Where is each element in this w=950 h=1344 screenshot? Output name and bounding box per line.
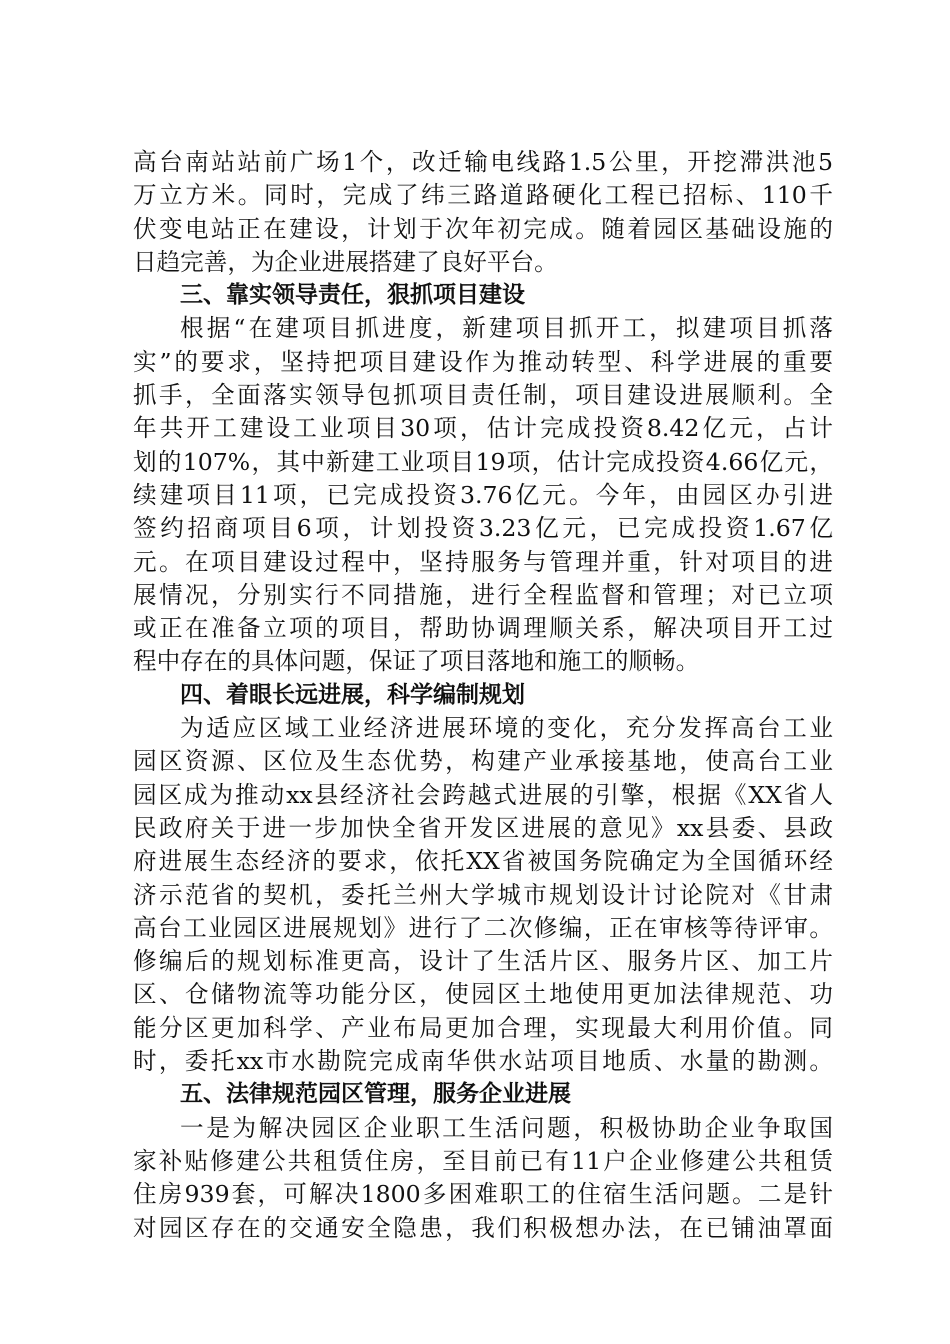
text-line: 实”的要求，坚持把项目建设作为推动转型、科学进展的重要 bbox=[133, 347, 833, 376]
section-heading-3: 三、靠实领导责任，狠抓项目建设 bbox=[180, 282, 525, 309]
paragraph-project-construction bbox=[133, 312, 833, 678]
text-line: 园区资源、区位及生态优势，构建产业承接基地，使高台工业 bbox=[133, 747, 833, 776]
document-page bbox=[133, 146, 833, 1245]
text-line: 为适应区域工业经济进展环境的变化，充分发挥高台工业 bbox=[180, 714, 833, 743]
text-line: 元。在项目建设过程中，坚持服务与管理并重，针对项目的进 bbox=[133, 547, 833, 576]
text-line: 家补贴修建公共租赁住房，至目前已有11户企业修建公共租赁 bbox=[133, 1146, 833, 1175]
text-line: 万立方米。同时，完成了纬三路道路硬化工程已招标、110千 bbox=[133, 181, 833, 210]
paragraph-planning bbox=[133, 712, 833, 1078]
text-line: 伏变电站正在建设，计划于次年初完成。随着园区基础设施的 bbox=[133, 214, 833, 243]
text-line: 续建项目11项，已完成投资3.76亿元。今年，由园区办引进 bbox=[133, 480, 833, 509]
text-line: 能分区更加科学、产业布局更加合理，实现最大利用价值。同 bbox=[133, 1013, 833, 1042]
text-line: 府进展生态经济的要求，依托XX省被国务院确定为全国循环经 bbox=[133, 847, 833, 876]
text-line: 年共开工建设工业项目30项，估计完成投资8.42亿元，占计 bbox=[133, 414, 833, 443]
text-line: 民政府关于进一步加快全省开发区进展的意见》xx县委、县政 bbox=[133, 813, 833, 842]
text-line: 划的107%，其中新建工业项目19项，估计完成投资4.66亿元， bbox=[133, 447, 833, 476]
section-heading-5: 五、法律规范园区管理，服务企业进展 bbox=[180, 1081, 571, 1108]
text-line: 程中存在的具体问题，保证了项目落地和施工的顺畅。 bbox=[133, 647, 700, 676]
text-line: 修编后的规划标准更高，设计了生活片区、服务片区、加工片 bbox=[133, 947, 833, 976]
text-line: 展情况，分别实行不同措施，进行全程监督和管理；对已立项 bbox=[133, 580, 833, 609]
text-line: 对园区存在的交通安全隐患，我们积极想办法，在已铺油罩面 bbox=[133, 1213, 833, 1242]
paragraph-infrastructure bbox=[133, 146, 833, 279]
paragraph-park-management bbox=[133, 1112, 833, 1245]
text-line: 根据“在建项目抓进度，新建项目抓开工，拟建项目抓落 bbox=[180, 314, 833, 343]
text-line: 区、仓储物流等功能分区，使园区土地使用更加法律规范、功 bbox=[133, 980, 833, 1009]
text-line: 签约招商项目6项，计划投资3.23亿元，已完成投资1.67亿 bbox=[133, 514, 833, 543]
text-line: 济示范省的契机，委托兰州大学城市规划设计讨论院对《甘肃 bbox=[133, 880, 833, 909]
text-line: 园区成为推动xx县经济社会跨越式进展的引擎，根据《XX省人 bbox=[133, 780, 833, 809]
text-line: 一是为解决园区企业职工生活问题，积极协助企业争取国 bbox=[180, 1113, 833, 1142]
text-line: 抓手，全面落实领导包抓项目责任制，项目建设进展顺利。全 bbox=[133, 381, 833, 410]
text-line: 时，委托xx市水勘院完成南华供水站项目地质、水量的勘测。 bbox=[133, 1047, 833, 1076]
section-heading-4: 四、着眼长远进展，科学编制规划 bbox=[180, 681, 525, 708]
text-line: 住房939套，可解决1800多困难职工的住宿生活问题。二是针 bbox=[133, 1180, 833, 1209]
text-line: 高台工业园区进展规划》进行了二次修编，正在审核等待评审。 bbox=[133, 913, 833, 942]
text-line: 日趋完善，为企业进展搭建了良好平台。 bbox=[133, 247, 558, 276]
text-line: 或正在准备立项的项目，帮助协调理顺关系，解决项目开工过 bbox=[133, 614, 833, 643]
text-line: 高台南站站前广场1个，改迁输电线路1.5公里，开挖滞洪池5 bbox=[133, 148, 833, 176]
